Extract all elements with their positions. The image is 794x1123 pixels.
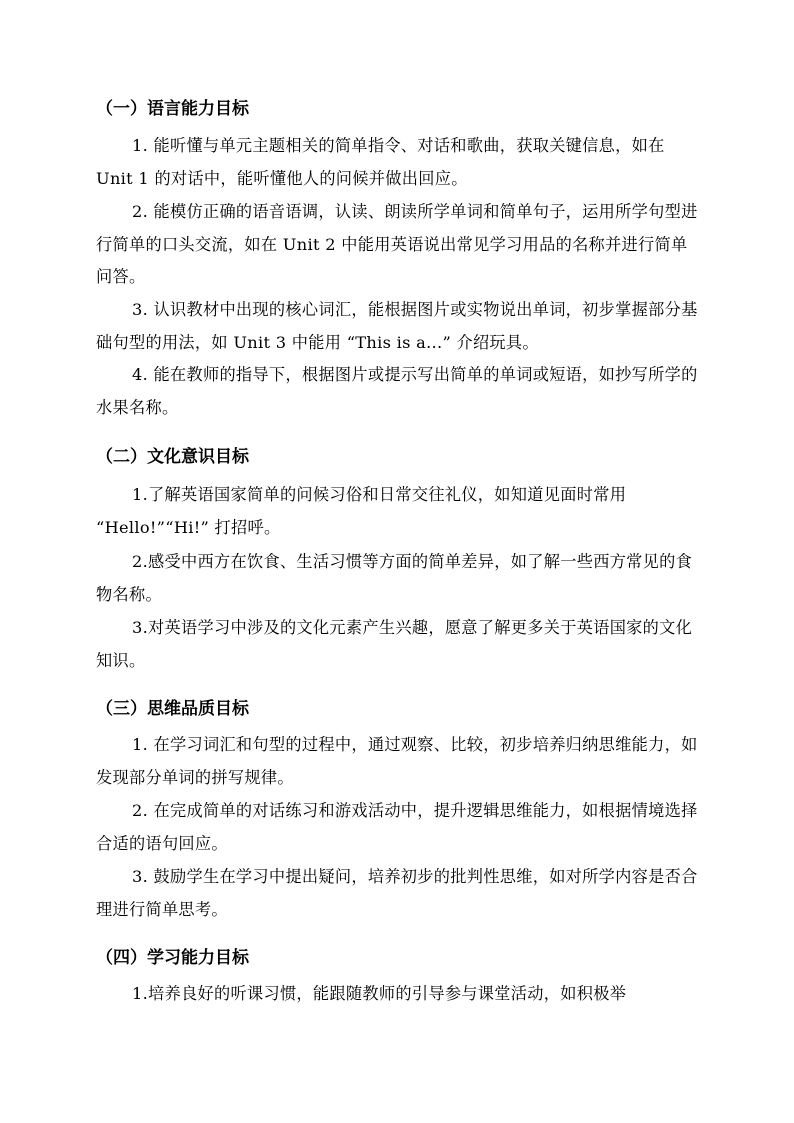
section-heading-learning: （四）学习能力目标 (96, 948, 249, 968)
paragraph: 3. 鼓励学生在学习中提出疑问，培养初步的批判性思维，如对所学内容是否合理进行简单思考。 (96, 867, 698, 919)
paragraph: 3.对英语学习中涉及的文化元素产生兴趣，愿意了解更多关于英语国家的文化知识。 (96, 618, 693, 670)
paragraph: 3. 认识教材中出现的核心词汇，能根据图片或实物说出单词，初步掌握部分基础句型的用法，如 Unit 3 中能用 “This is a...” 介绍玩具。 (96, 300, 698, 352)
paragraph: 4. 能在教师的指导下，根据图片或提示写出简单的单词或短语，如抄写所学的水果名称。 (96, 365, 698, 417)
section-heading-culture: （二）文化意识目标 (96, 447, 249, 467)
section-heading-thinking: （三）思维品质目标 (96, 699, 249, 719)
paragraph: 1.了解英语国家简单的问候习俗和日常交往礼仪，如知道见面时常用 “Hello!”“Hi!” 打招呼。 (96, 485, 627, 537)
paragraph: 2. 能模仿正确的语音语调，认读、朗读所学单词和简单句子，运用所学句型进行简单的口头交流，如在 Unit 2 中能用英语说出常见学习用品的名称并进行简单问答。 (96, 202, 698, 286)
paragraph: 2. 在完成简单的对话练习和游戏活动中，提升逻辑思维能力，如根据情境选择合适的语句回应。 (96, 801, 698, 853)
paragraph: 2.感受中西方在饮食、生活习惯等方面的简单差异，如了解一些西方常见的食物名称。 (96, 552, 693, 604)
section-heading-language: （一）语言能力目标 (96, 99, 249, 119)
paragraph: 1. 在学习词汇和句型的过程中，通过观察、比较，初步培养归纳思维能力，如发现部分单词的拼写规律。 (96, 735, 698, 787)
paragraph: 1. 能听懂与单元主题相关的简单指令、对话和歌曲，获取关键信息，如在 Unit 1 的对话中，能听懂他人的问候并做出回应。 (96, 136, 665, 188)
paragraph: 1.培养良好的听课习惯，能跟随教师的引导参与课堂活动，如积极举 (132, 984, 627, 1003)
